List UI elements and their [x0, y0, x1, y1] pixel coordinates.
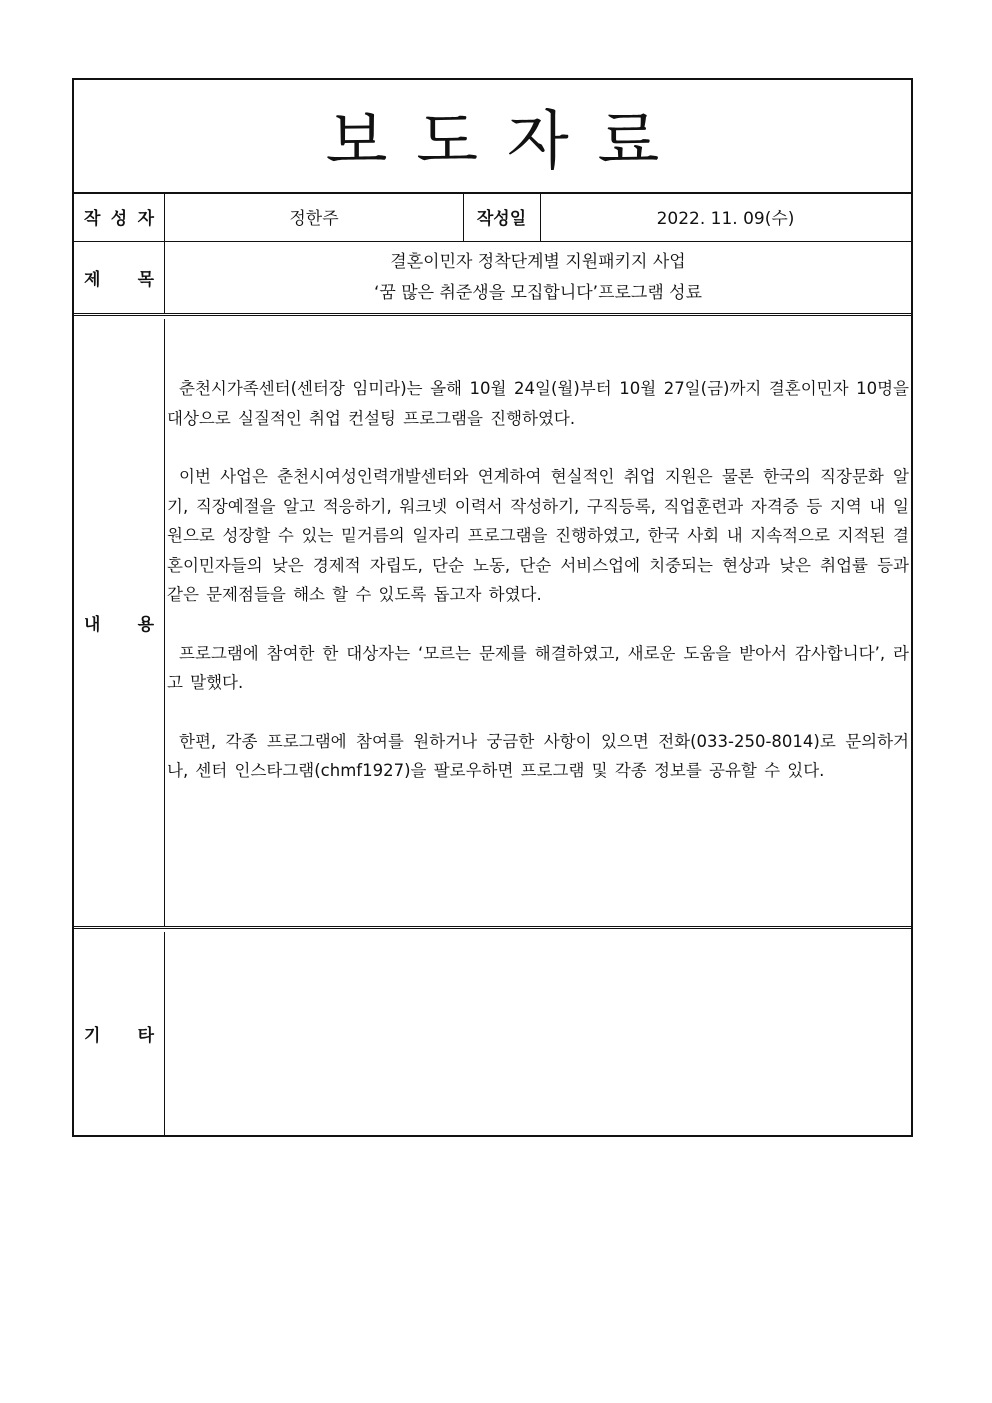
- content-label-char: 내: [84, 615, 101, 635]
- subject-label: [74, 242, 165, 313]
- content-row: [74, 319, 911, 929]
- author-label-char: 작: [84, 209, 101, 229]
- content-label-char: 용: [137, 615, 154, 635]
- etc-label-char: 기: [84, 1026, 101, 1046]
- content-paragraph: 프로그램에 참여한 한 대상자는 ‘모르는 문제를 해결하였고, 새로운 도움을 받아서 감사합니다’, 라고 말했다.: [167, 643, 909, 692]
- date-value: 2022. 11. 09(수): [656, 209, 795, 229]
- content-label: [74, 319, 165, 926]
- etc-label-char: 타: [137, 1026, 154, 1046]
- date-label: 작성일: [463, 192, 541, 241]
- subject-label-char: 목: [137, 270, 154, 290]
- author-row: [74, 192, 911, 242]
- content-paragraph: 춘천시가족센터(센터장 임미라)는 올해 10월 24일(월)부터 10월 27일(금)까지 결혼이민자 10명을 대상으로 실질적인 취업 컨설팅 프로그램을 진행하였다.: [167, 379, 909, 428]
- page-title: 보도자료: [325, 105, 689, 179]
- author-label: [74, 192, 165, 241]
- subject-line: 결혼이민자 정착단계별 지원패키지 사업: [390, 251, 686, 272]
- subject-line: ‘꿈 많은 취준생을 모집합니다’프로그램 성료: [373, 282, 703, 303]
- subject-label-char: 제: [84, 270, 101, 290]
- subject-row: [74, 242, 911, 316]
- content-paragraph: 한편, 각종 프로그램에 참여를 원하거나 궁금한 사항이 있으면 전화(033-250-8014)로 문의하거나, 센터 인스타그램(chmf1927)을 팔로우하면 프로그램 및 각종 정보를 공유할 수 있다.: [167, 731, 909, 780]
- subject-value: [165, 242, 911, 313]
- etc-label: [74, 932, 165, 1135]
- etc-row: [74, 932, 911, 1135]
- content-paragraph: 이번 사업은 춘천시여성인력개발센터와 연계하여 현실적인 취업 지원은 물론 한국의 직장문화 알기, 직장예절을 알고 적응하기, 워크넷 이력서 작성하기, 구직등록, 직업훈련과 자격증 등 지역 내 일원으로 성장할 수 있는 밑거름의 일자리 프로그램을 진행하였고, 한국 사회 내 지속적으로 지적된 결혼이민자들의 낮은 경제적 자립도, 단순 노동, 단순 서비스업에 치중되는 현상과 낮은 취업률 등과 같은 문제점들을 해소 할 수 있도록 돕고자 하였다.: [167, 467, 909, 604]
- author-value: 정한주: [165, 192, 464, 241]
- content-body: [167, 374, 909, 815]
- press-release-form: [72, 78, 913, 1137]
- author-label-char: 자: [137, 209, 154, 229]
- author-label-char: 성: [110, 209, 128, 229]
- title-row: [74, 80, 911, 194]
